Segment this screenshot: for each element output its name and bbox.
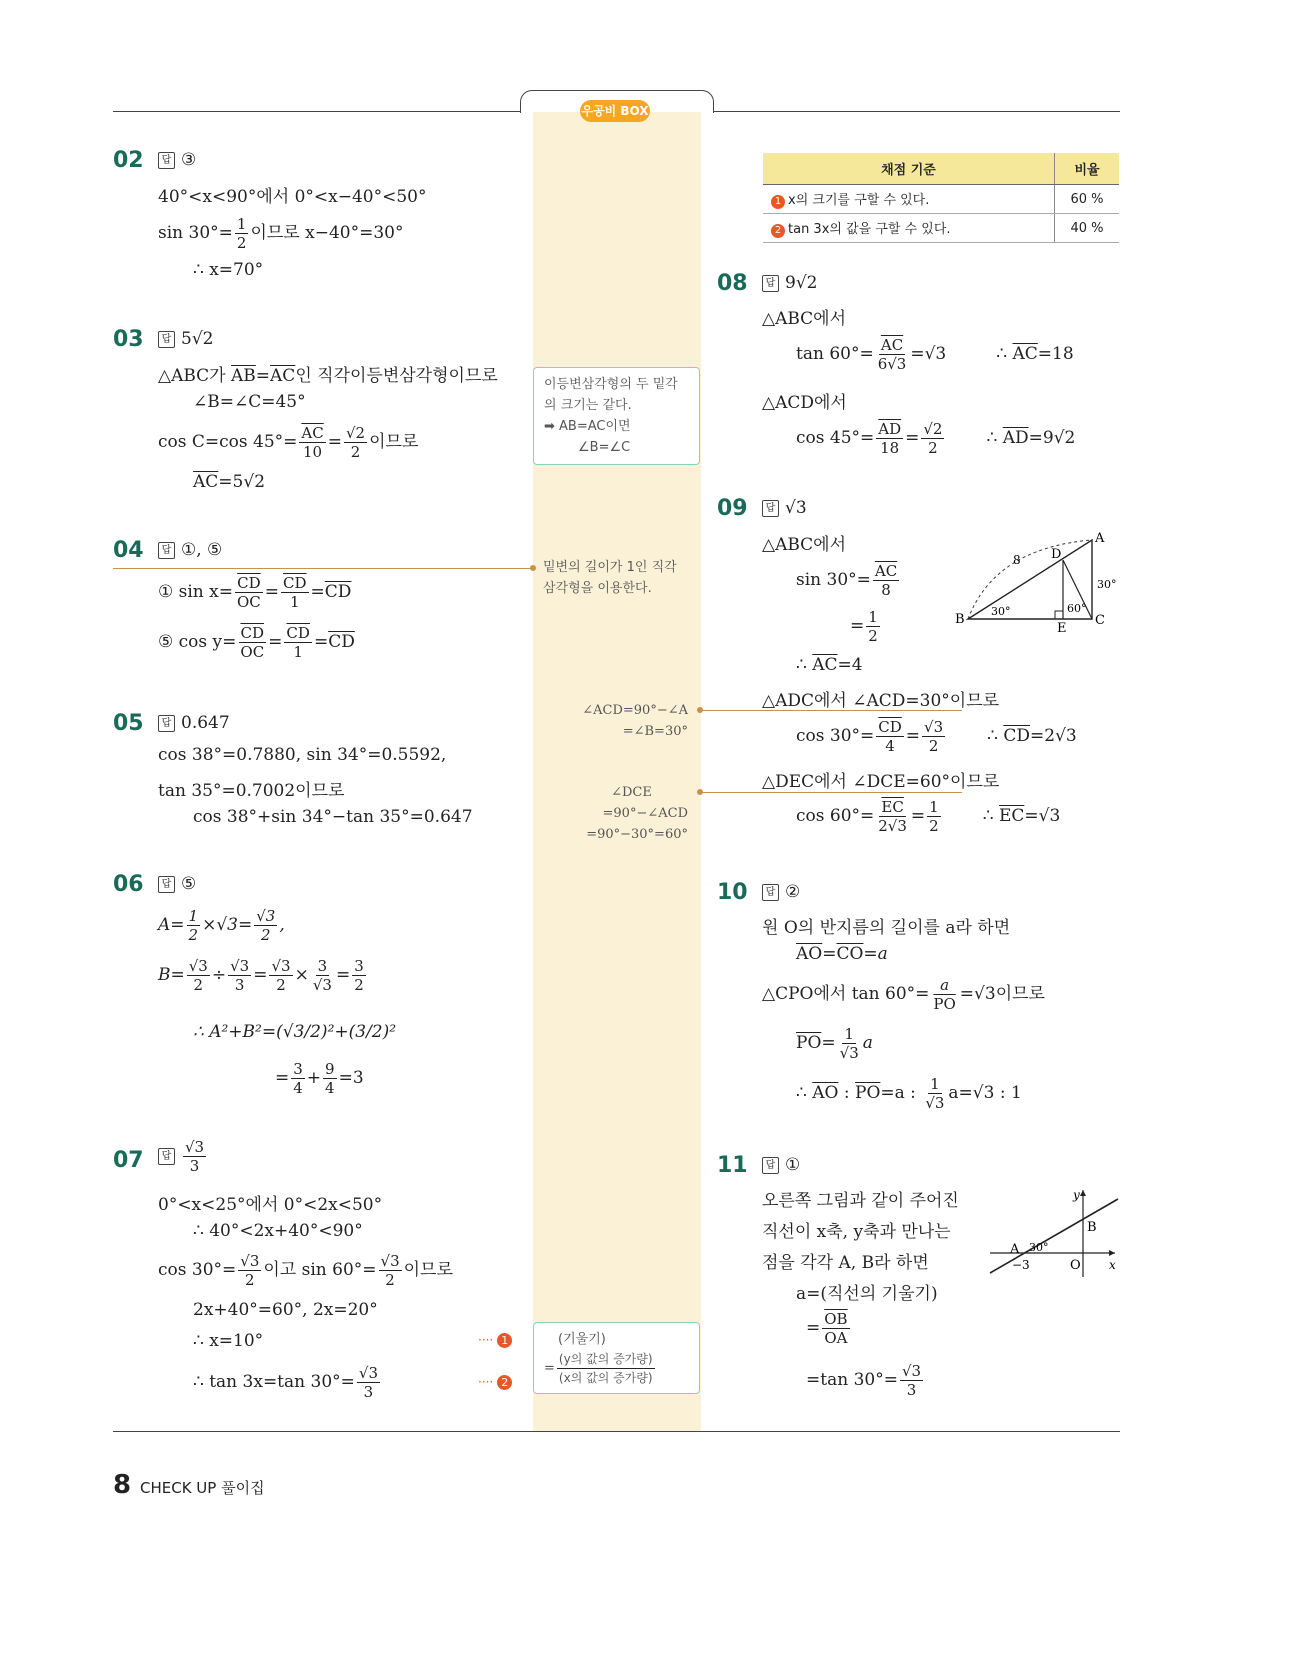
answer-icon: 답 <box>762 275 779 292</box>
solution-line: ∴ $\overline{AC}=4$ <box>796 655 863 675</box>
solution-line: cos C=cos 45°= $\frac{\overline{AC}}{10}$ = $\frac{√2}{2}$ 이므로 <box>158 424 419 461</box>
answer: 답 ② <box>762 882 800 902</box>
label-angle: 30° <box>1029 1241 1049 1254</box>
score-marker: ···· 2 <box>478 1375 512 1390</box>
score-row: 2 tan 3x의 값을 구할 수 있다. <box>763 214 1055 243</box>
answer-icon: 답 <box>762 500 779 517</box>
solution-line: cos 30°= $\frac{\overline{CD}}{4}$ = $\frac{√3}{2}$ ∴ $\overline{CD}=2√3$ <box>796 718 1077 755</box>
side-note: ∠ACD=90°−∠A =∠B=30° <box>582 703 688 739</box>
answer-icon: 답 <box>762 884 779 901</box>
tip-box: 이등변삼각형의 두 밑각 의 크기는 같다. ➡ AB=AC이면 ∠B=∠C <box>533 367 700 465</box>
answer-icon: 답 <box>158 876 175 893</box>
solution-line: cos 38°+sin 34°−tan 35°=0.647 <box>193 807 473 827</box>
solution-line: = $\frac{1}{2}$ <box>850 608 878 645</box>
answer-icon: 답 <box>158 715 175 732</box>
label-C: C <box>1095 613 1105 628</box>
answer: 답 ③ <box>158 150 196 170</box>
solution-line: △DEC에서 ∠DCE=60°이므로 <box>762 772 1000 792</box>
solution-line: = $\frac{\overline{OB}}{OA}$ <box>806 1310 848 1347</box>
solution-line: sin 30°= $\frac{1}{2}$ 이므로 x−40°=30° <box>158 215 404 252</box>
solution-line: A= $\frac{1}{2}$ ×√3= $\frac{√3}{2}$ , <box>158 907 285 944</box>
solution-line: △ABC가 $\overline{AB}=\overline{AC}$인 직각이등변삼각형이므로 <box>158 366 498 386</box>
label-A: A <box>1095 531 1105 546</box>
box-label: 우공비 BOX <box>580 100 650 122</box>
solution-line: =tan 30°= $\frac{√3}{3}$ <box>806 1362 922 1399</box>
answer: 답 5√2 <box>158 329 213 349</box>
line-graph-figure <box>985 1185 1120 1280</box>
solution-line: tan 35°=0.7002이므로 <box>158 781 345 801</box>
answer-icon: 답 <box>158 1148 175 1165</box>
problem-number: 10 <box>717 880 748 905</box>
solution-line: ⑤ cos y= $\frac{\overline{CD}}{OC}$ = $\frac{\overline{CD}}{1}$ $=\overline{CD}$ <box>158 624 355 661</box>
solution-line: ∴ A²+B²=(√3/2)²+(3/2)² <box>193 1022 397 1042</box>
solution-line: ∴ tan 3x=tan 30°= $\frac{√3}{3}$ <box>193 1364 378 1401</box>
solution-line: $\overline{PO}=$ $\frac{1}{√3}$ a <box>796 1025 873 1062</box>
solution-line: 40°<x<90°에서 0°<x−40°<50° <box>158 187 427 207</box>
solution-line: 원 O의 반지름의 길이를 a라 하면 <box>762 918 1011 938</box>
tip-box: (기울기) = $\frac{\text{(y의 값의 증가량)}}{\text{(x의 값의 증가량)}}$ <box>533 1322 700 1394</box>
problem-number: 03 <box>113 327 144 352</box>
problem-number: 07 <box>113 1148 144 1173</box>
problem-number: 11 <box>717 1153 748 1178</box>
solution-line: $\overline{AO}=\overline{CO}=a$ <box>796 944 888 964</box>
solution-line: 오른쪽 그림과 같이 주어진 <box>762 1191 959 1211</box>
solution-line: cos 30°= $\frac{√3}{2}$ 이고 sin 60°= $\frac{√3}{2}$ 이므로 <box>158 1252 453 1289</box>
solution-line: = $\frac{3}{4}$ + $\frac{9}{4}$ =3 <box>275 1060 364 1097</box>
note-dot <box>530 565 536 571</box>
solution-line: ∴ 40°<2x+40°<90° <box>193 1221 363 1241</box>
center-box-column <box>533 112 701 1432</box>
problem-number: 09 <box>717 496 748 521</box>
note-connector <box>700 792 962 793</box>
label-length: 8 <box>1013 553 1021 567</box>
solution-line: △ABC에서 <box>762 535 847 555</box>
problem-number: 04 <box>113 538 144 563</box>
solution-line: cos 60°= $\frac{\overline{EC}}{2√3}$ = $\frac{1}{2}$ ∴ $\overline{EC}=√3$ <box>796 798 1061 835</box>
solution-line: cos 38°=0.7880, sin 34°=0.5592, <box>158 745 447 765</box>
solution-line: 2x+40°=60°, 2x=20° <box>193 1300 378 1320</box>
solution-line: a=(직선의 기울기) <box>796 1284 938 1304</box>
solution-line: ∴ x=70° <box>193 260 264 280</box>
solution-line: △ADC에서 ∠ACD=30°이므로 <box>762 691 1000 711</box>
label-x: x <box>1109 1258 1116 1272</box>
solution-line: 0°<x<25°에서 0°<2x<50° <box>158 1195 383 1215</box>
side-note: 밑변의 길이가 1인 직각 삼각형을 이용한다. <box>543 560 677 596</box>
label-angle: 60° <box>1067 602 1087 615</box>
label-A: A <box>1010 1242 1020 1257</box>
answer: 답 ① <box>762 1155 800 1175</box>
answer: 답 9√2 <box>762 273 817 293</box>
side-note: ∠DCE =90°−∠ACD =90°−30°=60° <box>586 785 688 842</box>
score-table: 채점 기준 비율 1 x의 크기를 구할 수 있다. 60 % 2 tan 3x의 값을 구할 수 있다. 40 % <box>763 153 1119 243</box>
problem-number: 06 <box>113 872 144 897</box>
label-E: E <box>1057 621 1067 636</box>
answer: 답 ①, ⑤ <box>158 540 222 560</box>
solution-line: B= $\frac{√3}{2}$ ÷ $\frac{√3}{3}$ = $\frac{√3}{2}$ × $\frac{3}{√3}$ = $\frac{3}{2}$ <box>158 957 364 994</box>
triangle-figure <box>955 528 1125 638</box>
answer: 답 ⑤ <box>158 874 196 894</box>
problem-number: 02 <box>113 148 144 173</box>
page-number: 8 <box>113 1470 132 1500</box>
score-row: 1 x의 크기를 구할 수 있다. <box>763 185 1055 214</box>
solution-line: $\overline{AC}=5√2$ <box>193 472 266 492</box>
label-D: D <box>1051 547 1062 562</box>
solution-line: ∴ $\overline{AO}$ : $\overline{PO}=a$ : $\frac{1}{√3}$ a=√3 : 1 <box>796 1075 1022 1112</box>
label-angle: 30° <box>1097 578 1117 591</box>
solution-line: 점을 각각 A, B라 하면 <box>762 1253 929 1273</box>
label-B: B <box>955 612 965 627</box>
score-header-criterion: 채점 기준 <box>763 153 1055 185</box>
label-angle: 30° <box>991 605 1011 618</box>
solution-line: △CPO에서 tan 60°= $\frac{a}{PO}$ =√3이므로 <box>762 976 1045 1013</box>
answer-icon: 답 <box>158 152 175 169</box>
problem-number: 05 <box>113 711 144 736</box>
score-marker: ···· 1 <box>478 1333 512 1348</box>
score-header-ratio: 비율 <box>1055 153 1120 185</box>
solution-line: cos 45°= $\frac{\overline{AD}}{18}$ = $\frac{√2}{2}$ ∴ $\overline{AD}=9√2$ <box>796 420 1076 457</box>
bottom-rule <box>113 1431 1120 1432</box>
solution-line: ∠B=∠C=45° <box>193 392 306 412</box>
answer: 답 $\frac{√3}{3}$ <box>158 1138 208 1175</box>
solution-line: tan 60°= $\frac{\overline{AC}}{6√3}$ =√3 ∴ $\overline{AC}=18$ <box>796 336 1074 373</box>
answer: 답 √3 <box>762 498 807 518</box>
answer-icon: 답 <box>158 542 175 559</box>
answer: 답 0.647 <box>158 713 230 733</box>
solution-line: sin 30°= $\frac{\overline{AC}}{8}$ <box>796 562 898 599</box>
label-minus3: −3 <box>1012 1258 1030 1272</box>
note-connector <box>113 568 533 569</box>
answer-icon: 답 <box>762 1157 779 1174</box>
label-y: y <box>1073 1188 1080 1202</box>
solution-line: △ACD에서 <box>762 393 847 413</box>
footer-title: CHECK UP 풀이집 <box>140 1479 265 1497</box>
answer-icon: 답 <box>158 331 175 348</box>
solution-line: 직선이 x축, y축과 만나는 <box>762 1222 951 1242</box>
label-O: O <box>1070 1258 1081 1273</box>
label-B: B <box>1087 1220 1097 1235</box>
solution-line: ① sin x= $\frac{\overline{CD}}{OC}$ = $\frac{\overline{CD}}{1}$ $=\overline{CD}$ <box>158 574 352 611</box>
solution-line: △ABC에서 <box>762 309 847 329</box>
problem-number: 08 <box>717 271 748 296</box>
solution-line: ∴ x=10° <box>193 1331 264 1351</box>
